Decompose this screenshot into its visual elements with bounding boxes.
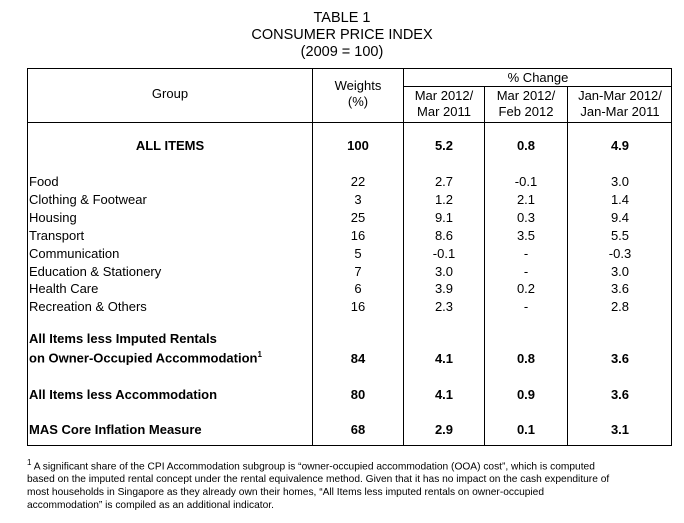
row-label-line2-text: on Owner-Occupied Accommodation: [29, 350, 258, 366]
row-mom: 0.2: [516, 281, 536, 296]
header-col3-line1: Jan-Mar 2012/: [578, 88, 662, 103]
row-weight: 68: [350, 422, 366, 437]
row-ytd: 2.8: [610, 299, 630, 314]
row-mom: -: [523, 264, 529, 279]
row-ytd: 3.6: [610, 351, 630, 366]
row-ytd: 5.5: [610, 228, 630, 243]
footnote-mark: 1: [27, 458, 32, 467]
row-weight: 5: [354, 246, 362, 261]
header-weights-line2: (%): [347, 94, 369, 109]
row-weight: 80: [350, 387, 366, 402]
table-title-block: [0, 10, 684, 61]
row-yoy: 1.2: [434, 192, 454, 207]
row-label: Clothing & Footwear: [29, 192, 147, 207]
base-year: (2009 = 100): [300, 44, 384, 60]
row-ytd: 9.4: [610, 210, 630, 225]
pct-change-underline: [403, 86, 672, 87]
header-bottom-rule: [27, 122, 672, 123]
row-ytd: 1.4: [610, 192, 630, 207]
row-label-line1: All Items less Imputed Rentals: [29, 331, 217, 346]
row-yoy: 3.0: [434, 264, 454, 279]
row-label: MAS Core Inflation Measure: [29, 422, 202, 437]
header-group: Group: [151, 86, 189, 101]
row-weight: 25: [350, 210, 366, 225]
row-label: Food: [29, 174, 59, 189]
row-mom: 0.3: [516, 210, 536, 225]
row-weight: 16: [350, 299, 366, 314]
table-title: CONSUMER PRICE INDEX: [251, 27, 433, 43]
row-mom: 0.8: [516, 138, 536, 153]
row-yoy: 2.7: [434, 174, 454, 189]
row-mom: -0.1: [514, 174, 538, 189]
row-yoy: 2.3: [434, 299, 454, 314]
header-col2-line1: Mar 2012/: [496, 88, 556, 103]
row-label: Recreation & Others: [29, 299, 147, 314]
row-weight: 7: [354, 264, 362, 279]
row-yoy: 9.1: [434, 210, 454, 225]
footnote-line3: most households in Singapore as they already own their homes, “All Items less imputed rentals on owner-occupied: [27, 487, 545, 499]
header-col1-line2: Mar 2011: [417, 104, 471, 119]
row-mom: 3.5: [516, 228, 536, 243]
header-pct-change: % Change: [507, 70, 569, 85]
table-number: TABLE 1: [313, 10, 371, 26]
header-col-mar-feb: [485, 88, 567, 120]
footnote-ref: 1: [257, 350, 262, 359]
row-mom: 2.1: [516, 192, 536, 207]
row-label: Communication: [29, 246, 120, 261]
row-yoy: 3.9: [434, 281, 454, 296]
row-weight: 3: [354, 192, 362, 207]
row-label: Housing: [29, 210, 77, 225]
row-ytd: -0.3: [608, 246, 632, 261]
row-weight: 16: [350, 228, 366, 243]
row-ytd: 3.6: [610, 387, 630, 402]
row-label: Health Care: [29, 281, 99, 296]
footnote-line4: accommodation” is compiled as an additional indicator.: [27, 500, 274, 512]
row-mom: 0.8: [516, 351, 536, 366]
row-weight: 100: [347, 138, 369, 153]
row-ytd: 4.9: [610, 138, 630, 153]
header-col1-line1: Mar 2012/: [414, 88, 474, 103]
header-col-mar-mar: [404, 88, 484, 120]
row-weight: 84: [350, 351, 366, 366]
footnote-line1-text: A significant share of the CPI Accommodation subgroup is “owner-occupied accommodation (OOA) cost”, which is computed: [31, 461, 595, 473]
header-weights: [313, 78, 403, 110]
row-label: All Items less Accommodation: [29, 387, 218, 402]
row-yoy: 4.1: [434, 387, 454, 402]
row-yoy: 4.1: [434, 351, 454, 366]
row-label: ALL ITEMS: [135, 138, 205, 153]
row-mom: -: [523, 299, 529, 314]
row-yoy: -0.1: [432, 246, 456, 261]
header-col-ytd: [568, 88, 672, 120]
header-col3-line2: Jan-Mar 2011: [580, 104, 660, 119]
row-mom: 0.1: [516, 422, 536, 437]
footnote-line2: based on the imputed rental concept under the rental equivalence method. Given that it has no impact on the cash expenditure of: [27, 474, 610, 486]
row-yoy: 8.6: [434, 228, 454, 243]
row-ytd: 3.6: [610, 281, 630, 296]
header-weights-line1: Weights: [334, 78, 382, 93]
row-label: Transport: [29, 228, 85, 243]
row-mom: -: [523, 246, 529, 261]
row-ytd: 3.1: [610, 422, 630, 437]
row-weight: 22: [350, 174, 366, 189]
row-weight: 6: [354, 281, 362, 296]
footnote: [27, 456, 672, 512]
header-col2-line2: Feb 2012: [498, 104, 554, 119]
row-yoy: 2.9: [434, 422, 454, 437]
row-label-line2: [29, 350, 262, 365]
row-yoy: 5.2: [434, 138, 454, 153]
row-label: Education & Stationery: [29, 264, 162, 279]
row-ytd: 3.0: [610, 264, 630, 279]
row-ytd: 3.0: [610, 174, 630, 189]
footnote-line1: [27, 456, 672, 473]
row-mom: 0.9: [516, 387, 536, 402]
